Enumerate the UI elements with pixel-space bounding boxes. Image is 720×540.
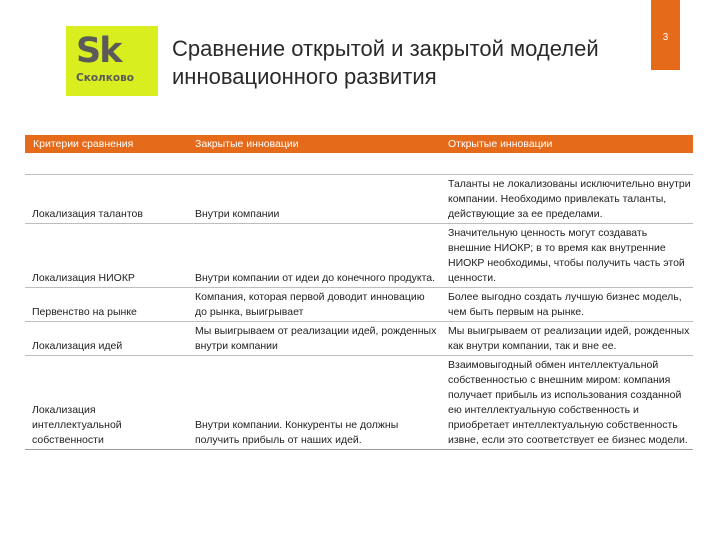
criterion-cell: Локализация талантов: [25, 174, 187, 223]
closed-cell: Внутри компании: [187, 174, 443, 223]
criterion-cell: Первенство на рынке: [25, 287, 187, 321]
page-number: 3: [662, 32, 669, 43]
table-row: [25, 321, 693, 355]
closed-cell: Компания, которая первой доводит инновацию до рынка, выигрывает: [187, 287, 443, 321]
table-row: [25, 174, 693, 223]
open-cell: Значительную ценность могут создавать внешние НИОКР; в то время как внутренние НИОКР необходимы, чтобы получить часть этой ценности.: [443, 223, 693, 287]
closed-cell: Мы выигрываем от реализации идей, рожденных внутри компании: [187, 321, 443, 355]
open-cell: Таланты не локализованы исключительно внутри компании. Необходимо привлекать таланты, действующие за ее пределами.: [443, 174, 693, 223]
header-open-innovation: Открытые инновации: [443, 135, 693, 154]
closed-cell: Внутри компании от идеи до конечного продукта.: [187, 223, 443, 287]
table-row: [25, 355, 693, 449]
table-spacer-row: [25, 154, 693, 174]
criterion-cell: Локализация идей: [25, 321, 187, 355]
logo-wordmark: Сколково: [76, 72, 134, 84]
skolkovo-logo: [66, 26, 158, 96]
open-cell: Мы выигрываем от реализации идей, рожденных как внутри компании, так и вне ее.: [443, 321, 693, 355]
comparison-table: [25, 135, 693, 450]
table-header-row: [25, 135, 693, 154]
slide-title-line-1: Сравнение открытой и закрытой моделей: [172, 36, 599, 61]
slide-title: [172, 35, 652, 91]
page-number-tab: [651, 0, 680, 70]
open-cell: Взаимовыгодный обмен интеллектуальной собственностью с внешним миром: компания получает прибыль из использования созданной ею интеллектуальную собственность и приобретает интеллектуальную собственность извне, если это соответствует ее бизнес модели.: [443, 355, 693, 449]
logo-mark: Sk: [76, 31, 121, 71]
slide-title-line-2: инновационного развития: [172, 64, 437, 89]
open-cell: Более выгодно создать лучшую бизнес модель, чем быть первым на рынке.: [443, 287, 693, 321]
criterion-cell: Локализация интеллектуальной собственности: [25, 355, 187, 449]
header-criteria: Критерии сравнения: [25, 135, 187, 154]
header-closed-innovation: Закрытые инновации: [187, 135, 443, 154]
criterion-cell: Локализация НИОКР: [25, 223, 187, 287]
closed-cell: Внутри компании. Конкуренты не должны получить прибыль от наших идей.: [187, 355, 443, 449]
table-row: [25, 223, 693, 287]
table-row: [25, 287, 693, 321]
